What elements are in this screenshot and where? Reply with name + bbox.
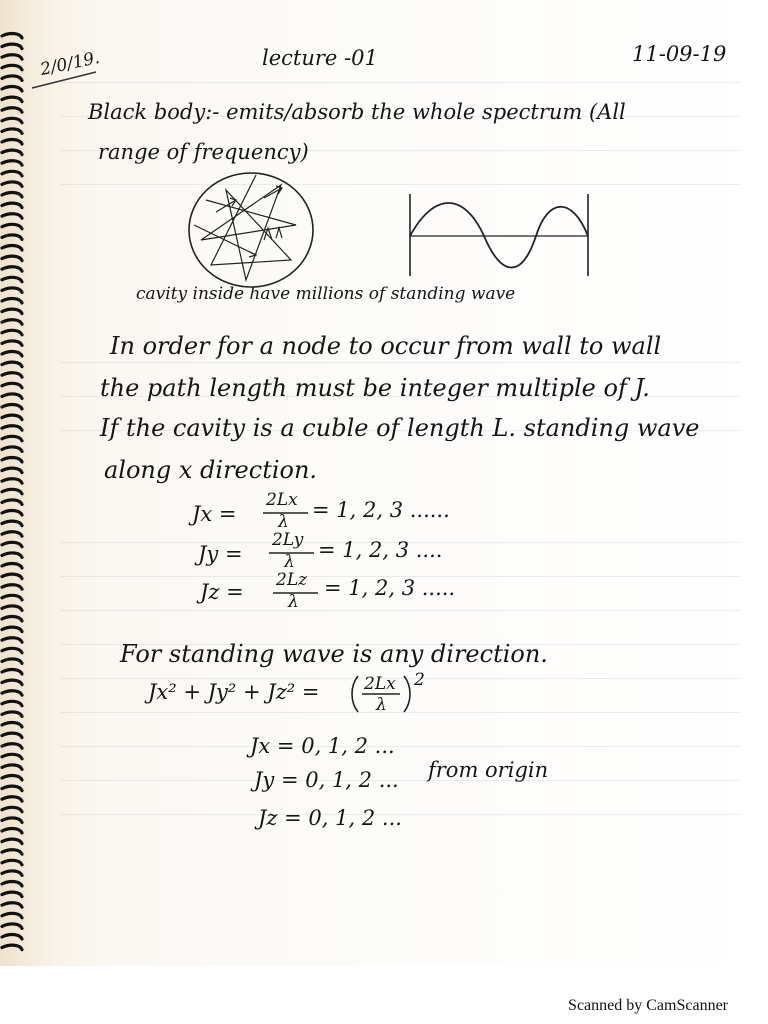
spiral-binding <box>0 30 26 960</box>
lecture-date: 11-09-19 <box>632 42 727 66</box>
x-direction-line: along x direction. <box>104 456 318 484</box>
cond-jy: Jy = 0, 1, 2 ... <box>254 768 399 792</box>
node-condition-line: In order for a node to occur from wall to wall <box>110 332 662 360</box>
margin-date: 2/0/19. <box>38 47 102 81</box>
cond-jx: Jx = 0, 1, 2 ... <box>250 734 395 758</box>
eq-jz-lhs: Jz = <box>200 580 244 604</box>
cond-jz: Jz = 0, 1, 2 ... <box>258 806 402 830</box>
blackbody-definition-line-2: range of frequency) <box>98 140 309 164</box>
lecture-title: lecture -01 <box>262 46 378 70</box>
eq-sum-numerator: 2Lx <box>364 674 396 694</box>
eq-jz-numerator: 2Lz <box>276 570 308 590</box>
figure-caption: cavity inside have millions of standing wave <box>136 284 516 304</box>
blackbody-definition-line-1: Black body:- emits/absorb the whole spectrum (All <box>88 100 626 124</box>
eq-jx-rhs: = 1, 2, 3 ...... <box>312 498 450 522</box>
cavity-diagram <box>186 170 316 290</box>
path-length-line: the path length must be integer multiple of J. <box>100 374 650 402</box>
eq-jx-lhs: Jx = <box>192 502 237 526</box>
cavity-cube-line: If the cavity is a cuble of length L. standing wave <box>100 414 700 442</box>
eq-jx-denominator: λ <box>278 512 289 532</box>
cond-from-origin: from origin <box>428 758 549 782</box>
eq-jx-numerator: 2Lx <box>266 490 298 510</box>
eq-jy-denominator: λ <box>284 552 295 572</box>
eq-jz-rhs: = 1, 2, 3 ..... <box>324 576 456 600</box>
any-direction-line: For standing wave is any direction. <box>120 640 548 668</box>
eq-jz-denominator: λ <box>288 592 299 612</box>
eq-sum-exponent: 2 <box>414 670 425 690</box>
margin-underline <box>30 68 100 92</box>
eq-sum-denominator: λ <box>376 695 387 715</box>
bleed-through-text <box>60 60 740 210</box>
standing-wave-diagram <box>404 188 594 284</box>
eq-jy-rhs: = 1, 2, 3 .... <box>318 538 443 562</box>
scanner-footer: Scanned by CamScanner <box>568 997 728 1014</box>
eq-jy-lhs: Jy = <box>198 542 243 566</box>
eq-sum-lhs: Jx² + Jy² + Jz² = <box>148 680 320 704</box>
eq-jy-numerator: 2Ly <box>272 530 304 550</box>
